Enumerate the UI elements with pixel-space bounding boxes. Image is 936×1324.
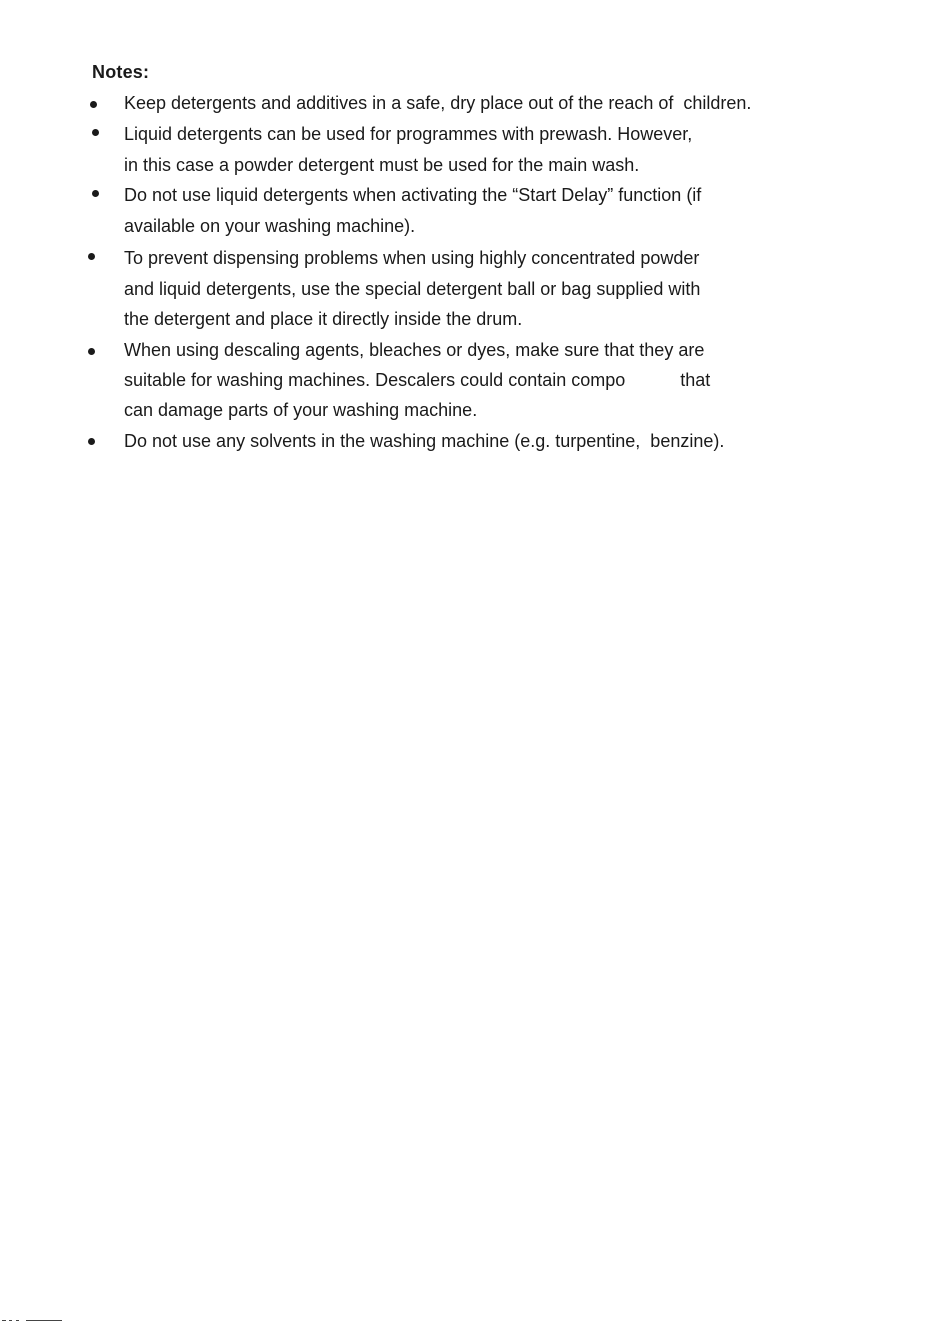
note-3-line-1: Do not use liquid detergents when activating the “Start Delay” function (if [124,185,702,205]
note-4-line-2: and liquid detergents, use the special detergent ball or bag supplied with [124,279,701,299]
notes-heading: Notes: [92,62,150,82]
note-3-line-2: available on your washing machine). [124,216,416,236]
note-1-line-1: Keep detergents and additives in a safe, dry place out of the reach of children. [124,93,752,113]
note-4-line-3: the detergent and place it directly inside the drum. [124,309,523,329]
note-5-line-3: can damage parts of your washing machine. [124,400,478,420]
bullet-4 [88,253,95,260]
bullet-5 [88,348,95,355]
note-5-line-2: suitable for washing machines. Descalers could contain compo that [124,370,711,390]
bullet-1 [90,101,97,108]
bullet-6 [88,438,95,445]
note-2-line-2: in this case a powder detergent must be used for the main wash. [124,155,640,175]
bullet-3 [92,190,99,197]
note-2-line-1: Liquid detergents can be used for programmes with prewash. However, [124,124,693,144]
page-edge-marks [0,1320,70,1322]
note-6-line-1: Do not use any solvents in the washing machine (e.g. turpentine, benzine). [124,431,725,451]
note-4-line-1: To prevent dispensing problems when using highly concentrated powder [124,248,700,268]
bullet-2 [92,129,99,136]
note-5-line-1: When using descaling agents, bleaches or dyes, make sure that they are [124,340,705,360]
